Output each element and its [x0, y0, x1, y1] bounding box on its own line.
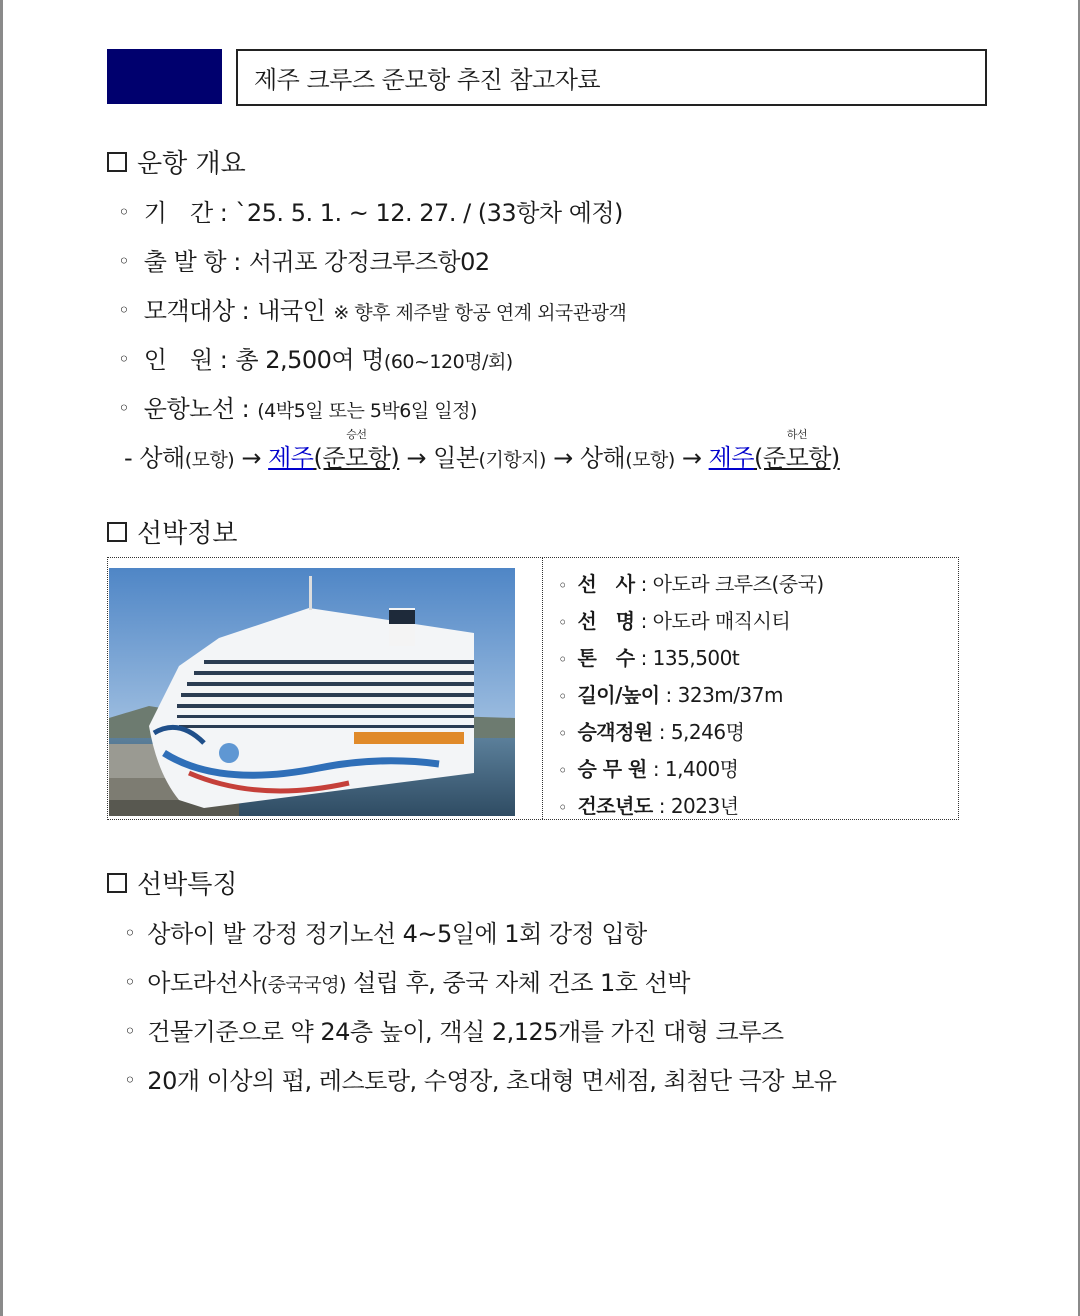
- spec-crew: ◦ 승 무 원 : 1,400명: [558, 757, 739, 781]
- section-heading-ship-features: 선박특징: [107, 864, 237, 901]
- table-divider: [542, 558, 543, 819]
- target-row: ◦ 모객대상 : 내국인 ※ 향후 제주발 항공 연계 외국관광객: [118, 297, 627, 325]
- route-label-row: ◦ 운항노선 : (4박5일 또는 5박6일 일정): [118, 395, 477, 423]
- spec-dimensions: ◦ 길이/높이 : 323m/37m: [558, 683, 783, 707]
- disembark-ruby: 하선: [786, 428, 808, 441]
- title-color-block: [107, 49, 222, 104]
- feature-item: ◦ 20개 이상의 펍, 레스토랑, 수영장, 초대형 면세점, 최첨단 극장 보유: [124, 1067, 837, 1095]
- section-heading-operation: 운항 개요: [107, 143, 246, 180]
- people-row: ◦ 인 원 : 총 2,500여 명 (60~120명/회): [118, 346, 513, 374]
- checkbox-square-icon: [107, 873, 127, 893]
- feature-item: ◦ 건물기준으로 약 24층 높이, 객실 2,125개를 가진 대형 크루즈: [124, 1018, 784, 1046]
- spec-company: ◦ 선 사 : 아도라 크루즈(중국): [558, 572, 824, 596]
- spec-built-year: ◦ 건조년도 : 2023년: [558, 794, 739, 818]
- jeju-link-boarding[interactable]: 제주: [268, 444, 314, 472]
- checkbox-square-icon: [107, 522, 127, 542]
- feature-item: ◦ 상하이 발 강정 정기노선 4~5일에 1회 강정 입항: [124, 920, 647, 948]
- page-left-border: [0, 0, 3, 1316]
- spec-name: ◦ 선 명 : 아도라 매직시티: [558, 609, 791, 633]
- port-row: ◦ 출 발 항 : 서귀포 강정크루즈항02: [118, 248, 490, 276]
- section-heading-ship-info: 선박정보: [107, 513, 237, 550]
- boarding-ruby: 승선: [346, 428, 367, 441]
- spec-tonnage: ◦ 톤 수 : 135,500t: [558, 646, 740, 670]
- ship-info-table: [107, 557, 959, 820]
- period-row: ◦ 기 간 : `25. 5. 1. ~ 12. 27. / (33항차 예정): [118, 199, 623, 227]
- document-title: 제주 크루즈 준모항 추진 참고자료: [254, 66, 601, 94]
- route-line: - 상해(모항) → 제주 승선 (준모항) → 일본(기항지) → 상해(모항) → 제주 하선 (준모항): [124, 428, 840, 472]
- title-box: [236, 49, 987, 106]
- jeju-link-disembark[interactable]: 제주: [708, 444, 755, 472]
- checkbox-square-icon: [107, 152, 127, 172]
- ship-spec-list: [558, 568, 824, 827]
- spec-passengers: ◦ 승객정원 : 5,246명: [558, 720, 745, 744]
- cruise-ship-photo: [109, 568, 515, 816]
- feature-item: ◦ 아도라선사 (중국국영) 설립 후, 중국 자체 건조 1호 선박: [124, 969, 690, 997]
